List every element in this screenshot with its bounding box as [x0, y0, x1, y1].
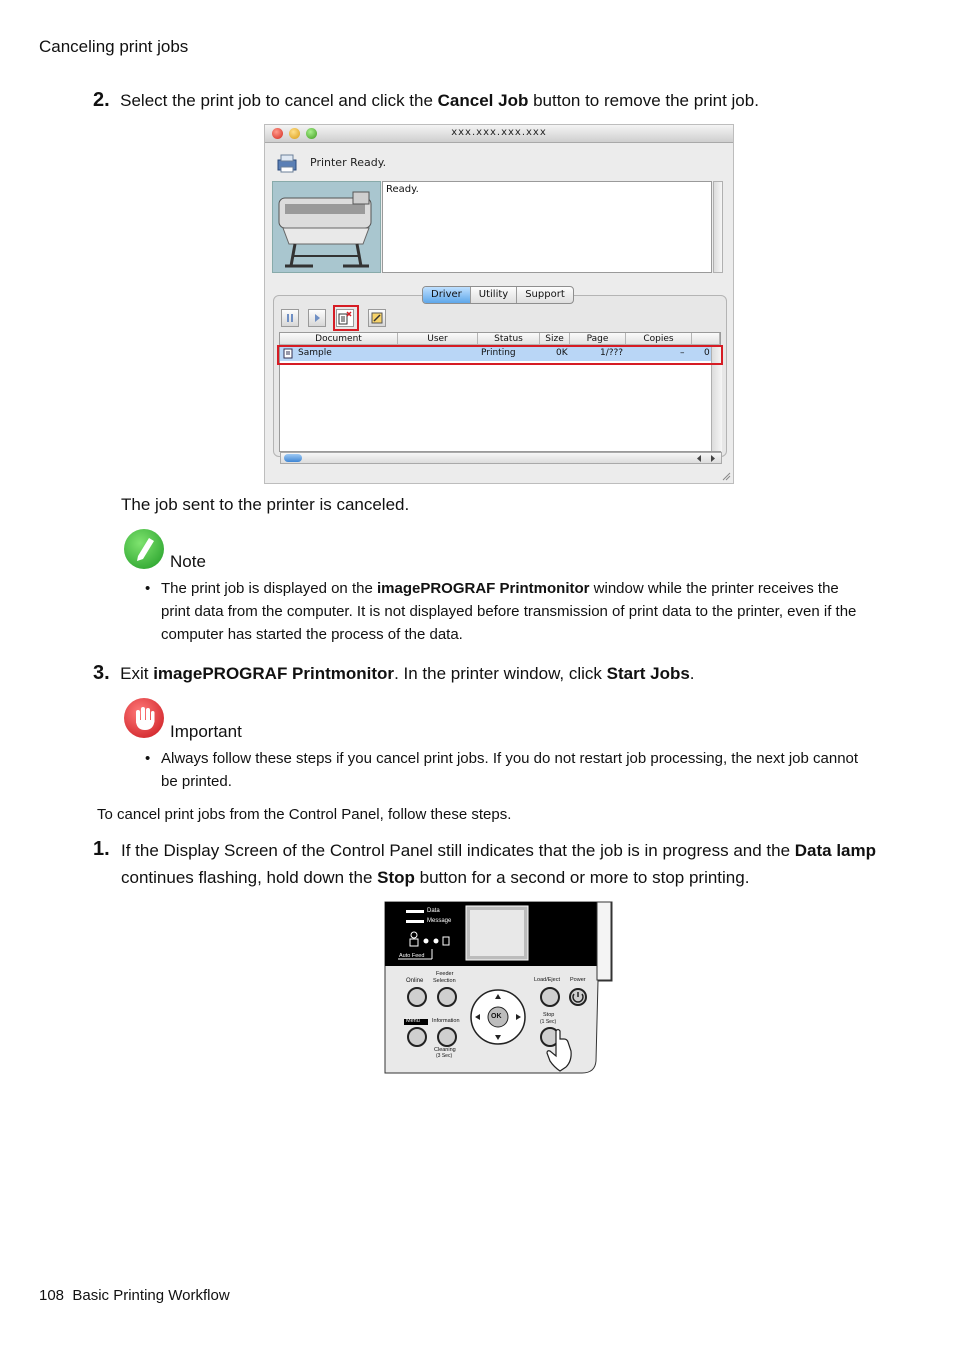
- ok-button-label: OK: [491, 1013, 502, 1020]
- col-status[interactable]: Status: [478, 333, 540, 345]
- col-extra: [692, 333, 720, 345]
- stop-sub-label: (1 Sec): [540, 1019, 557, 1025]
- online-label: Online: [406, 978, 424, 984]
- cleaning-sub-label: (3 Sec): [436, 1053, 453, 1059]
- window-title: xxx.xxx.xxx.xxx: [451, 127, 547, 138]
- tab-driver[interactable]: Driver: [423, 287, 471, 303]
- col-user[interactable]: User: [398, 333, 478, 345]
- page-number: 108: [39, 1287, 65, 1304]
- result-text: The job sent to the printer is canceled.: [121, 495, 410, 514]
- pause-icon: [282, 310, 298, 326]
- play-icon: [309, 310, 325, 326]
- tab-support[interactable]: Support: [525, 289, 565, 300]
- scroll-arrows-icon[interactable]: [694, 454, 718, 463]
- col-page[interactable]: Page: [570, 333, 626, 345]
- data-lamp-label: Data: [427, 908, 440, 914]
- cancel-job-highlight: [333, 305, 359, 331]
- power-label: Power: [570, 977, 586, 983]
- important-label: Important: [170, 722, 242, 741]
- footer: [39, 1287, 230, 1304]
- job-utility-button[interactable]: [368, 309, 386, 327]
- step-number: 1.: [93, 838, 110, 860]
- job-row-highlight: [277, 345, 723, 365]
- step-text: Select the print job to cancel and click the Cancel Job button to remove the print job.: [120, 91, 759, 110]
- tools-icon: [369, 310, 385, 326]
- job-document: Sample: [298, 348, 332, 358]
- pause-button[interactable]: [281, 309, 299, 327]
- scroll-thumb[interactable]: [284, 454, 302, 462]
- message-lamp-label: Message: [427, 918, 452, 924]
- important-text: Always follow these steps if you cancel print jobs. If you do not restart job processing, the next job cannot be printed.: [161, 750, 859, 790]
- step-number: 2.: [93, 89, 110, 111]
- printmonitor-window: [264, 124, 734, 484]
- job-copies: 0: [704, 348, 710, 358]
- step-text: If the Display Screen of the Control Panel still indicates that the job is in progress and the Data lamp continues flashing, hold down the Stop button for a second or more to stop printing.: [121, 841, 877, 887]
- auto-feed-label: Auto Feed: [399, 953, 425, 959]
- printer-status-text: Printer Ready.: [310, 156, 387, 169]
- note-bullet: •: [145, 580, 151, 597]
- running-header: Canceling print jobs: [39, 37, 189, 56]
- job-size: 0K: [556, 348, 568, 358]
- job-page: 1/???: [600, 348, 624, 358]
- important-hand-icon: [124, 698, 164, 738]
- printer-image: [272, 181, 381, 273]
- col-copies[interactable]: Copies: [626, 333, 692, 345]
- chapter-title: Basic Printing Workflow: [72, 1287, 230, 1304]
- control-panel-intro: To cancel print jobs from the Control Panel, follow these steps.: [97, 806, 512, 823]
- job-status: Printing: [481, 348, 516, 358]
- status-message-box: Ready.: [382, 181, 712, 273]
- stop-label: Stop: [543, 1012, 555, 1018]
- important-bullet: •: [145, 750, 151, 767]
- col-document[interactable]: Document: [280, 333, 398, 345]
- feeder-label: Feeder: [436, 971, 454, 977]
- note-icon: [124, 529, 164, 569]
- note-label: Note: [170, 552, 206, 571]
- panel-drawing: [384, 901, 613, 1074]
- resume-button[interactable]: [308, 309, 326, 327]
- window-titlebar: [265, 125, 733, 143]
- status-scrollbar[interactable]: [713, 181, 723, 273]
- table-horizontal-scrollbar[interactable]: [280, 452, 722, 464]
- information-label: Information: [432, 1018, 460, 1024]
- control-panel-illustration: [384, 901, 613, 1074]
- selection-label: Selection: [433, 978, 456, 984]
- step-number: 3.: [93, 662, 110, 684]
- printer-status-icon: [275, 152, 299, 174]
- step-3: [93, 661, 883, 687]
- step-2: [93, 88, 883, 114]
- cleaning-label: Cleaning: [434, 1047, 456, 1053]
- note-text: The print job is displayed on the imagePROGRAF Printmonitor window while the printer receives the print data from the computer. It is not displayed before transmission of print data to the printer, even if the computer has started the process of the data.: [161, 580, 857, 643]
- job-copies-dash: –: [680, 348, 685, 358]
- tab-bar: [422, 286, 574, 304]
- step-text: Exit imagePROGRAF Printmonitor. In the printer window, click Start Jobs.: [120, 664, 695, 683]
- menu-label: Menu: [406, 1018, 420, 1024]
- resize-grip-icon[interactable]: [721, 471, 731, 481]
- col-size[interactable]: Size: [540, 333, 570, 345]
- step-1: [93, 837, 883, 891]
- tab-utility[interactable]: Utility: [471, 287, 517, 303]
- load-eject-label: Load/Eject: [534, 977, 560, 983]
